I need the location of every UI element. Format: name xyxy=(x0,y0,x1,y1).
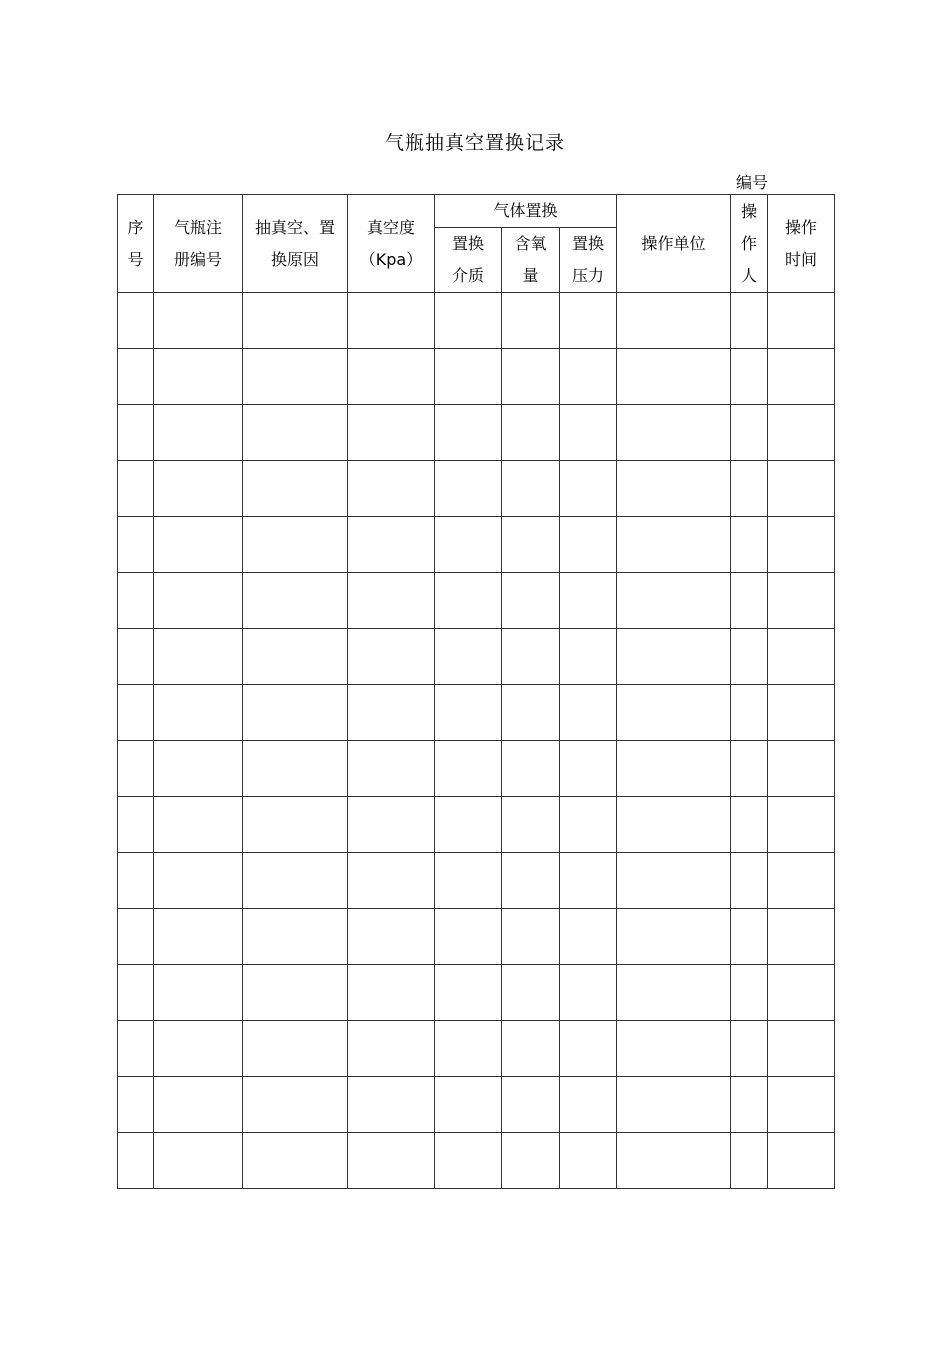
header-row-1 xyxy=(118,195,835,228)
table-cell[interactable] xyxy=(435,461,502,517)
table-cell[interactable] xyxy=(617,853,731,909)
table-cell[interactable] xyxy=(502,1021,560,1077)
table-cell[interactable] xyxy=(348,1133,435,1189)
table-cell[interactable] xyxy=(348,853,435,909)
table-cell[interactable] xyxy=(348,685,435,741)
table-cell[interactable] xyxy=(502,293,560,349)
table-cell[interactable] xyxy=(243,1133,348,1189)
header-operating-unit: 操作单位 xyxy=(617,195,731,293)
table-cell[interactable] xyxy=(435,349,502,405)
table-cell[interactable] xyxy=(502,517,560,573)
table-cell[interactable] xyxy=(348,573,435,629)
table-cell[interactable] xyxy=(154,1021,243,1077)
table-cell[interactable] xyxy=(617,461,731,517)
table-cell[interactable] xyxy=(560,909,617,965)
table-cell[interactable] xyxy=(617,797,731,853)
table-cell[interactable] xyxy=(348,965,435,1021)
table-cell[interactable] xyxy=(435,573,502,629)
table-cell[interactable] xyxy=(617,349,731,405)
table-cell[interactable] xyxy=(243,685,348,741)
table-cell[interactable] xyxy=(348,293,435,349)
table-cell[interactable] xyxy=(617,405,731,461)
table-cell[interactable] xyxy=(768,965,835,1021)
table-cell[interactable] xyxy=(731,1133,768,1189)
table-cell[interactable] xyxy=(243,853,348,909)
table-cell[interactable] xyxy=(731,517,768,573)
table-cell[interactable] xyxy=(348,349,435,405)
table-row xyxy=(118,853,835,909)
table-cell[interactable] xyxy=(560,1133,617,1189)
table-cell[interactable] xyxy=(502,909,560,965)
table-cell[interactable] xyxy=(560,1021,617,1077)
table-cell[interactable] xyxy=(731,349,768,405)
table-cell[interactable] xyxy=(731,965,768,1021)
table-cell[interactable] xyxy=(435,1133,502,1189)
table-cell[interactable] xyxy=(731,461,768,517)
table-cell[interactable] xyxy=(502,461,560,517)
table-row xyxy=(118,965,835,1021)
table-cell[interactable] xyxy=(731,573,768,629)
table-cell[interactable] xyxy=(768,293,835,349)
table-cell[interactable] xyxy=(560,461,617,517)
table-cell[interactable] xyxy=(617,965,731,1021)
table-cell[interactable] xyxy=(348,741,435,797)
table-cell[interactable] xyxy=(560,741,617,797)
table-cell[interactable] xyxy=(435,909,502,965)
table-cell[interactable] xyxy=(731,741,768,797)
table-cell[interactable] xyxy=(435,797,502,853)
table-cell[interactable] xyxy=(243,965,348,1021)
header-oxygen-content: 含氧 量 xyxy=(502,228,560,293)
table-cell[interactable] xyxy=(768,685,835,741)
table-cell[interactable] xyxy=(731,1077,768,1133)
table-cell[interactable] xyxy=(502,1077,560,1133)
table-cell[interactable] xyxy=(617,573,731,629)
table-cell[interactable] xyxy=(243,405,348,461)
table-cell[interactable] xyxy=(154,965,243,1021)
table-row xyxy=(118,517,835,573)
table-cell[interactable] xyxy=(118,573,154,629)
table-cell[interactable] xyxy=(617,1077,731,1133)
table-cell[interactable] xyxy=(243,293,348,349)
table-row xyxy=(118,1021,835,1077)
header-vacuum: 真空度 （Kpa） xyxy=(348,195,435,293)
header-gas-replacement: 气体置换 xyxy=(435,195,617,228)
table-cell[interactable] xyxy=(154,741,243,797)
table-cell[interactable] xyxy=(617,741,731,797)
table-cell[interactable] xyxy=(560,405,617,461)
table-cell[interactable] xyxy=(435,965,502,1021)
table-cell[interactable] xyxy=(435,517,502,573)
table-cell[interactable] xyxy=(560,629,617,685)
table-cell[interactable] xyxy=(243,573,348,629)
table-cell[interactable] xyxy=(118,349,154,405)
table-row xyxy=(118,349,835,405)
table-cell[interactable] xyxy=(502,1133,560,1189)
table-cell[interactable] xyxy=(154,1077,243,1133)
table-cell[interactable] xyxy=(243,349,348,405)
table-cell[interactable] xyxy=(118,741,154,797)
table-cell[interactable] xyxy=(243,629,348,685)
header-cylinder-reg-no: 气瓶注 册编号 xyxy=(154,195,243,293)
header-reason: 抽真空、置 换原因 xyxy=(243,195,348,293)
table-cell[interactable] xyxy=(435,293,502,349)
table-cell[interactable] xyxy=(435,853,502,909)
table-cell[interactable] xyxy=(502,405,560,461)
table-row xyxy=(118,405,835,461)
table-row xyxy=(118,629,835,685)
table-cell[interactable] xyxy=(154,349,243,405)
table-cell[interactable] xyxy=(731,853,768,909)
record-table xyxy=(117,194,835,1189)
table-cell[interactable] xyxy=(118,797,154,853)
table-cell[interactable] xyxy=(435,741,502,797)
table-cell[interactable] xyxy=(154,573,243,629)
header-operator: 操 作 人 xyxy=(731,195,768,293)
table-row xyxy=(118,293,835,349)
table-cell[interactable] xyxy=(560,517,617,573)
table-cell[interactable] xyxy=(617,1133,731,1189)
table-row xyxy=(118,797,835,853)
table-cell[interactable] xyxy=(560,965,617,1021)
header-replacement-pressure: 置换 压力 xyxy=(560,228,617,293)
table-cell[interactable] xyxy=(348,1021,435,1077)
table-cell[interactable] xyxy=(768,909,835,965)
table-cell[interactable] xyxy=(560,293,617,349)
table-cell[interactable] xyxy=(768,405,835,461)
table-cell[interactable] xyxy=(435,1021,502,1077)
table-cell[interactable] xyxy=(731,797,768,853)
table-cell[interactable] xyxy=(154,293,243,349)
table-cell[interactable] xyxy=(435,685,502,741)
table-cell[interactable] xyxy=(154,797,243,853)
table-cell[interactable] xyxy=(348,405,435,461)
page-title: 气瓶抽真空置换记录 xyxy=(384,132,565,154)
table-cell[interactable] xyxy=(118,405,154,461)
table-cell[interactable] xyxy=(560,685,617,741)
table-cell[interactable] xyxy=(243,1077,348,1133)
table-cell[interactable] xyxy=(435,629,502,685)
table-cell[interactable] xyxy=(243,797,348,853)
header-replacement-medium: 置换 介质 xyxy=(435,228,502,293)
table-row xyxy=(118,1077,835,1133)
table-cell[interactable] xyxy=(118,853,154,909)
table-cell[interactable] xyxy=(768,797,835,853)
table-cell[interactable] xyxy=(154,461,243,517)
table-cell[interactable] xyxy=(348,909,435,965)
table-cell[interactable] xyxy=(560,853,617,909)
table-cell[interactable] xyxy=(348,797,435,853)
table-cell[interactable] xyxy=(502,573,560,629)
table-cell[interactable] xyxy=(118,629,154,685)
table-cell[interactable] xyxy=(502,741,560,797)
table-cell[interactable] xyxy=(731,629,768,685)
table-row xyxy=(118,573,835,629)
table-cell[interactable] xyxy=(243,517,348,573)
table-cell[interactable] xyxy=(118,1021,154,1077)
table-cell[interactable] xyxy=(118,909,154,965)
table-cell[interactable] xyxy=(118,965,154,1021)
table-row xyxy=(118,909,835,965)
table-cell[interactable] xyxy=(768,741,835,797)
table-cell[interactable] xyxy=(502,965,560,1021)
table-cell[interactable] xyxy=(768,1133,835,1189)
table-cell[interactable] xyxy=(768,461,835,517)
table-cell[interactable] xyxy=(118,517,154,573)
doc-number-label: 编号 xyxy=(736,173,769,192)
table-cell[interactable] xyxy=(768,1021,835,1077)
table-cell[interactable] xyxy=(243,461,348,517)
table-cell[interactable] xyxy=(731,293,768,349)
table-cell[interactable] xyxy=(502,685,560,741)
table-row xyxy=(118,1133,835,1189)
table-cell[interactable] xyxy=(435,405,502,461)
table-cell[interactable] xyxy=(560,349,617,405)
table-cell[interactable] xyxy=(617,685,731,741)
table-cell[interactable] xyxy=(118,293,154,349)
header-seq: 序 号 xyxy=(118,195,154,293)
table-cell[interactable] xyxy=(154,685,243,741)
table-cell[interactable] xyxy=(243,1021,348,1077)
table-cell[interactable] xyxy=(154,405,243,461)
table-cell[interactable] xyxy=(731,909,768,965)
table-cell[interactable] xyxy=(118,1077,154,1133)
table-cell[interactable] xyxy=(617,293,731,349)
table-cell[interactable] xyxy=(118,1133,154,1189)
table-cell[interactable] xyxy=(617,629,731,685)
table-cell[interactable] xyxy=(154,853,243,909)
table-cell[interactable] xyxy=(731,405,768,461)
table-cell[interactable] xyxy=(348,1077,435,1133)
table-cell[interactable] xyxy=(502,797,560,853)
table-cell[interactable] xyxy=(768,573,835,629)
table-cell[interactable] xyxy=(560,573,617,629)
table-cell[interactable] xyxy=(768,1077,835,1133)
table-cell[interactable] xyxy=(768,629,835,685)
table-cell[interactable] xyxy=(348,461,435,517)
table-row xyxy=(118,741,835,797)
table-cell[interactable] xyxy=(502,349,560,405)
table-cell[interactable] xyxy=(502,853,560,909)
table-cell[interactable] xyxy=(617,909,731,965)
table-cell[interactable] xyxy=(617,517,731,573)
table-cell[interactable] xyxy=(348,517,435,573)
table-cell[interactable] xyxy=(731,1021,768,1077)
table-cell[interactable] xyxy=(348,629,435,685)
table-row xyxy=(118,461,835,517)
table-cell[interactable] xyxy=(154,909,243,965)
table-cell[interactable] xyxy=(435,1077,502,1133)
table-cell[interactable] xyxy=(154,517,243,573)
table-cell[interactable] xyxy=(502,629,560,685)
table-cell[interactable] xyxy=(768,517,835,573)
table-cell[interactable] xyxy=(617,1021,731,1077)
table-cell[interactable] xyxy=(731,685,768,741)
table-cell[interactable] xyxy=(243,741,348,797)
table-cell[interactable] xyxy=(768,853,835,909)
table-cell[interactable] xyxy=(560,1077,617,1133)
header-operation-time: 操作 时间 xyxy=(768,195,835,293)
table-cell[interactable] xyxy=(154,1133,243,1189)
table-cell[interactable] xyxy=(154,629,243,685)
table-row xyxy=(118,685,835,741)
table-cell[interactable] xyxy=(118,461,154,517)
table-cell[interactable] xyxy=(118,685,154,741)
table-cell[interactable] xyxy=(768,349,835,405)
table-cell[interactable] xyxy=(560,797,617,853)
table-cell[interactable] xyxy=(243,909,348,965)
